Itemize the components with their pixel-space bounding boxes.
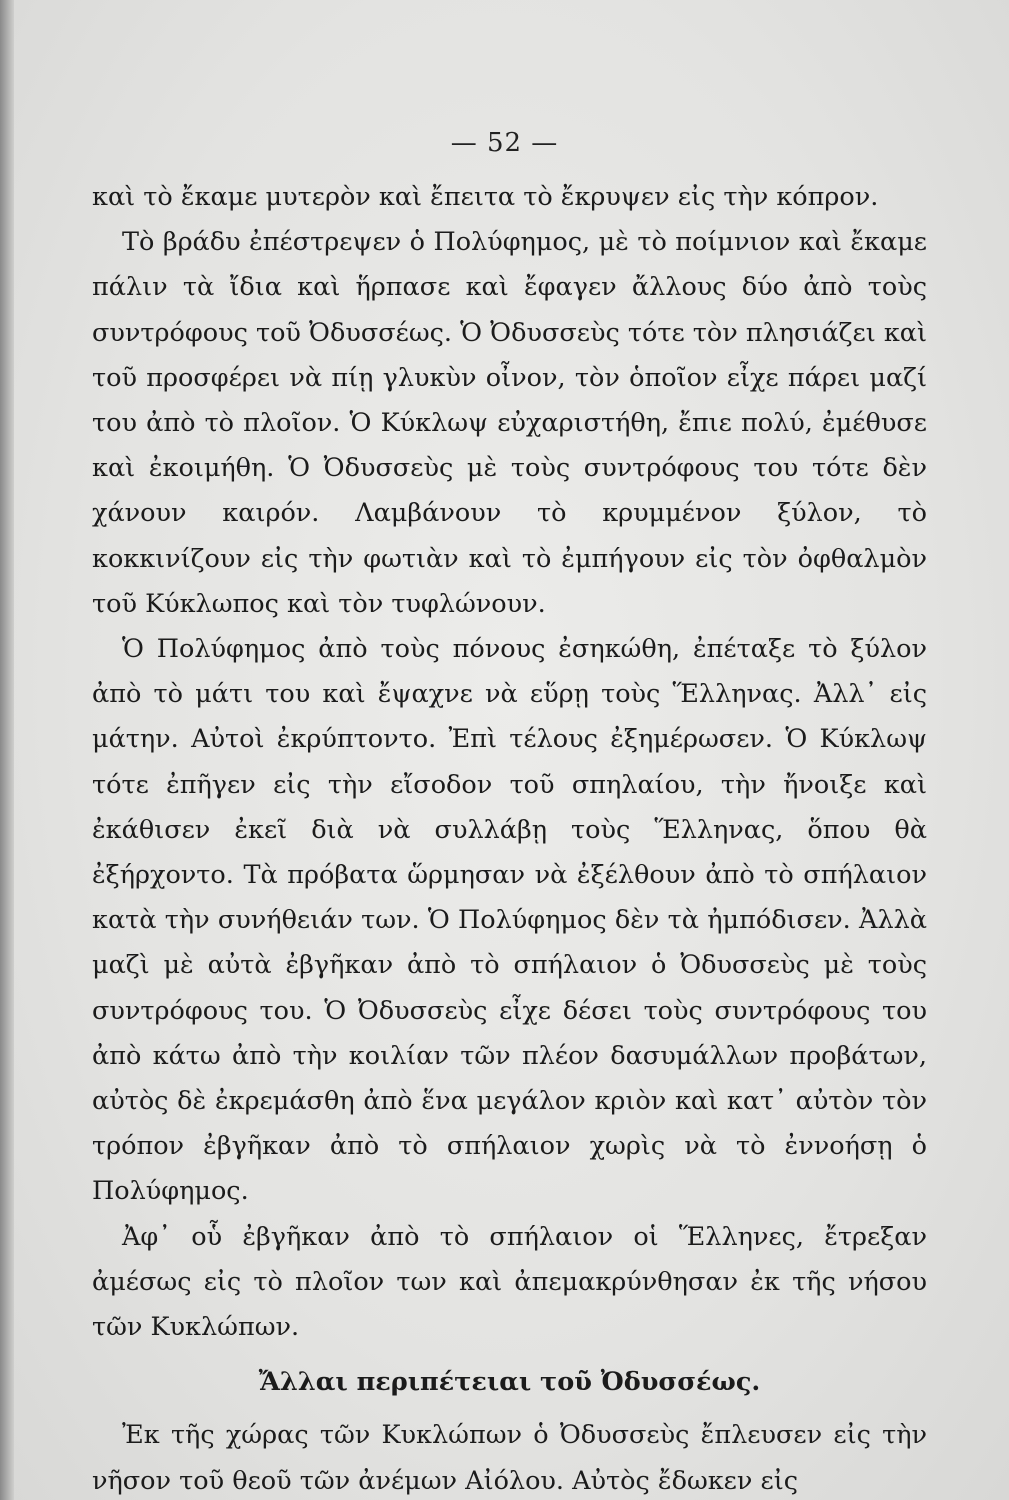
paragraph-4: Ἀφ᾽ οὗ ἐβγῆκαν ἀπὸ τὸ σπήλαιον οἱ Ἕλληνες, ἔτρεξαν ἀμέσως εἰς τὸ πλοῖον των καὶ ἀπεμακρύνθησαν ἐκ τῆς νήσου τῶν Κυκλώπων. (92, 1221, 927, 1343)
paragraph-5: Ἐκ τῆς χώρας τῶν Κυκλώπων ὁ Ὀδυσσεὺς ἔπλευσεν εἰς τὴν νῆσον τοῦ θεοῦ τῶν ἀνέμων Αἰόλου. Αὐτὸς ἔδωκεν εἰς (92, 1420, 927, 1496)
section-heading: Ἄλλαι περιπέτειαι τοῦ Ὀδυσσέως. (258, 1367, 761, 1398)
paragraph-2: Τὸ βράδυ ἐπέστρεψεν ὁ Πολύφημος, μὲ τὸ ποίμνιον καὶ ἔκαμε πάλιν τὰ ἴδια καὶ ἥρπασε καὶ ἔφαγεν ἄλλους δύο ἀπὸ τοὺς συντρόφους τοῦ Ὀδυσσέως. Ὁ Ὀδυσσεὺς τότε τὸν πλησιάζει καὶ τοῦ προσφέρει νὰ πίῃ γλυκὺν οἶνον, τὸν ὁποῖον εἶχε πάρει μαζί του ἀπὸ τὸ πλοῖον. Ὁ Κύκλωψ εὐχαριστήθη, ἔπιε πολύ, ἐμέθυσε καὶ ἐκοιμήθη. Ὁ Ὀδυσσεὺς μὲ τοὺς συντρόφους του τότε δὲν χάνουν καιρόν. Λαμβάνουν τὸ κρυμμένον ξύλον, τὸ κοκκινίζουν εἰς τὴν φωτιὰν καὶ τὸ ἐμπήγουν εἰς τὸν ὀφθαλμὸν τοῦ Κύκλωπος καὶ τὸν τυφλώνουν. (92, 227, 927, 619)
paragraph-1: καὶ τὸ ἔκαμε μυτερὸν καὶ ἔπειτα τὸ ἔκρυψεν εἰς τὴν κόπρον. (92, 182, 879, 212)
page-binding-shadow (0, 0, 14, 1500)
paragraph-3: Ὁ Πολύφημος ἀπὸ τοὺς πόνους ἐσηκώθη, ἐπέταξε τὸ ξύλον ἀπὸ τὸ μάτι του καὶ ἔψαχνε νὰ εὕρῃ τοὺς Ἕλληνας. Ἀλλ᾽ εἰς μάτην. Αὐτοὶ ἐκρύπτοντο. Ἐπὶ τέλους ἐξημέρωσεν. Ὁ Κύκλωψ τότε ἐπῆγεν εἰς τὴν εἴσοδον τοῦ σπηλαίου, τὴν ἤνοιξε καὶ ἐκάθισεν ἐκεῖ διὰ νὰ συλλάβῃ τοὺς Ἕλληνας, ὅπου θὰ ἐξήρχοντο. Τὰ πρόβατα ὥρμησαν νὰ ἐξέλθουν ἀπὸ τὸ σπήλαιον κατὰ τὴν συνήθειάν των. Ὁ Πολύφημος δὲν τὰ ἠμπόδισεν. Ἀλλὰ μαζὶ μὲ αὐτὰ ἐβγῆκαν ἀπὸ τὸ σπήλαιον ὁ Ὀδυσσεὺς μὲ τοὺς συντρόφους του. Ὁ Ὀδυσσεὺς εἶχε δέσει τοὺς συντρόφους του ἀπὸ κάτω ἀπὸ τὴν κοιλίαν τῶν πλέον δασυμάλλων προβάτων, αὐτὸς δὲ ἐκρεμάσθη ἀπὸ ἕνα μεγάλον κριὸν καὶ κατ᾽ αὐτὸν τὸν τρόπον ἐβγῆκαν ἀπὸ τὸ σπήλαιον χωρὶς νὰ τὸ ἐννοήσῃ ὁ Πολύφημος. (92, 634, 927, 1207)
page-number: — 52 — (450, 128, 559, 158)
body-text (92, 175, 927, 1500)
